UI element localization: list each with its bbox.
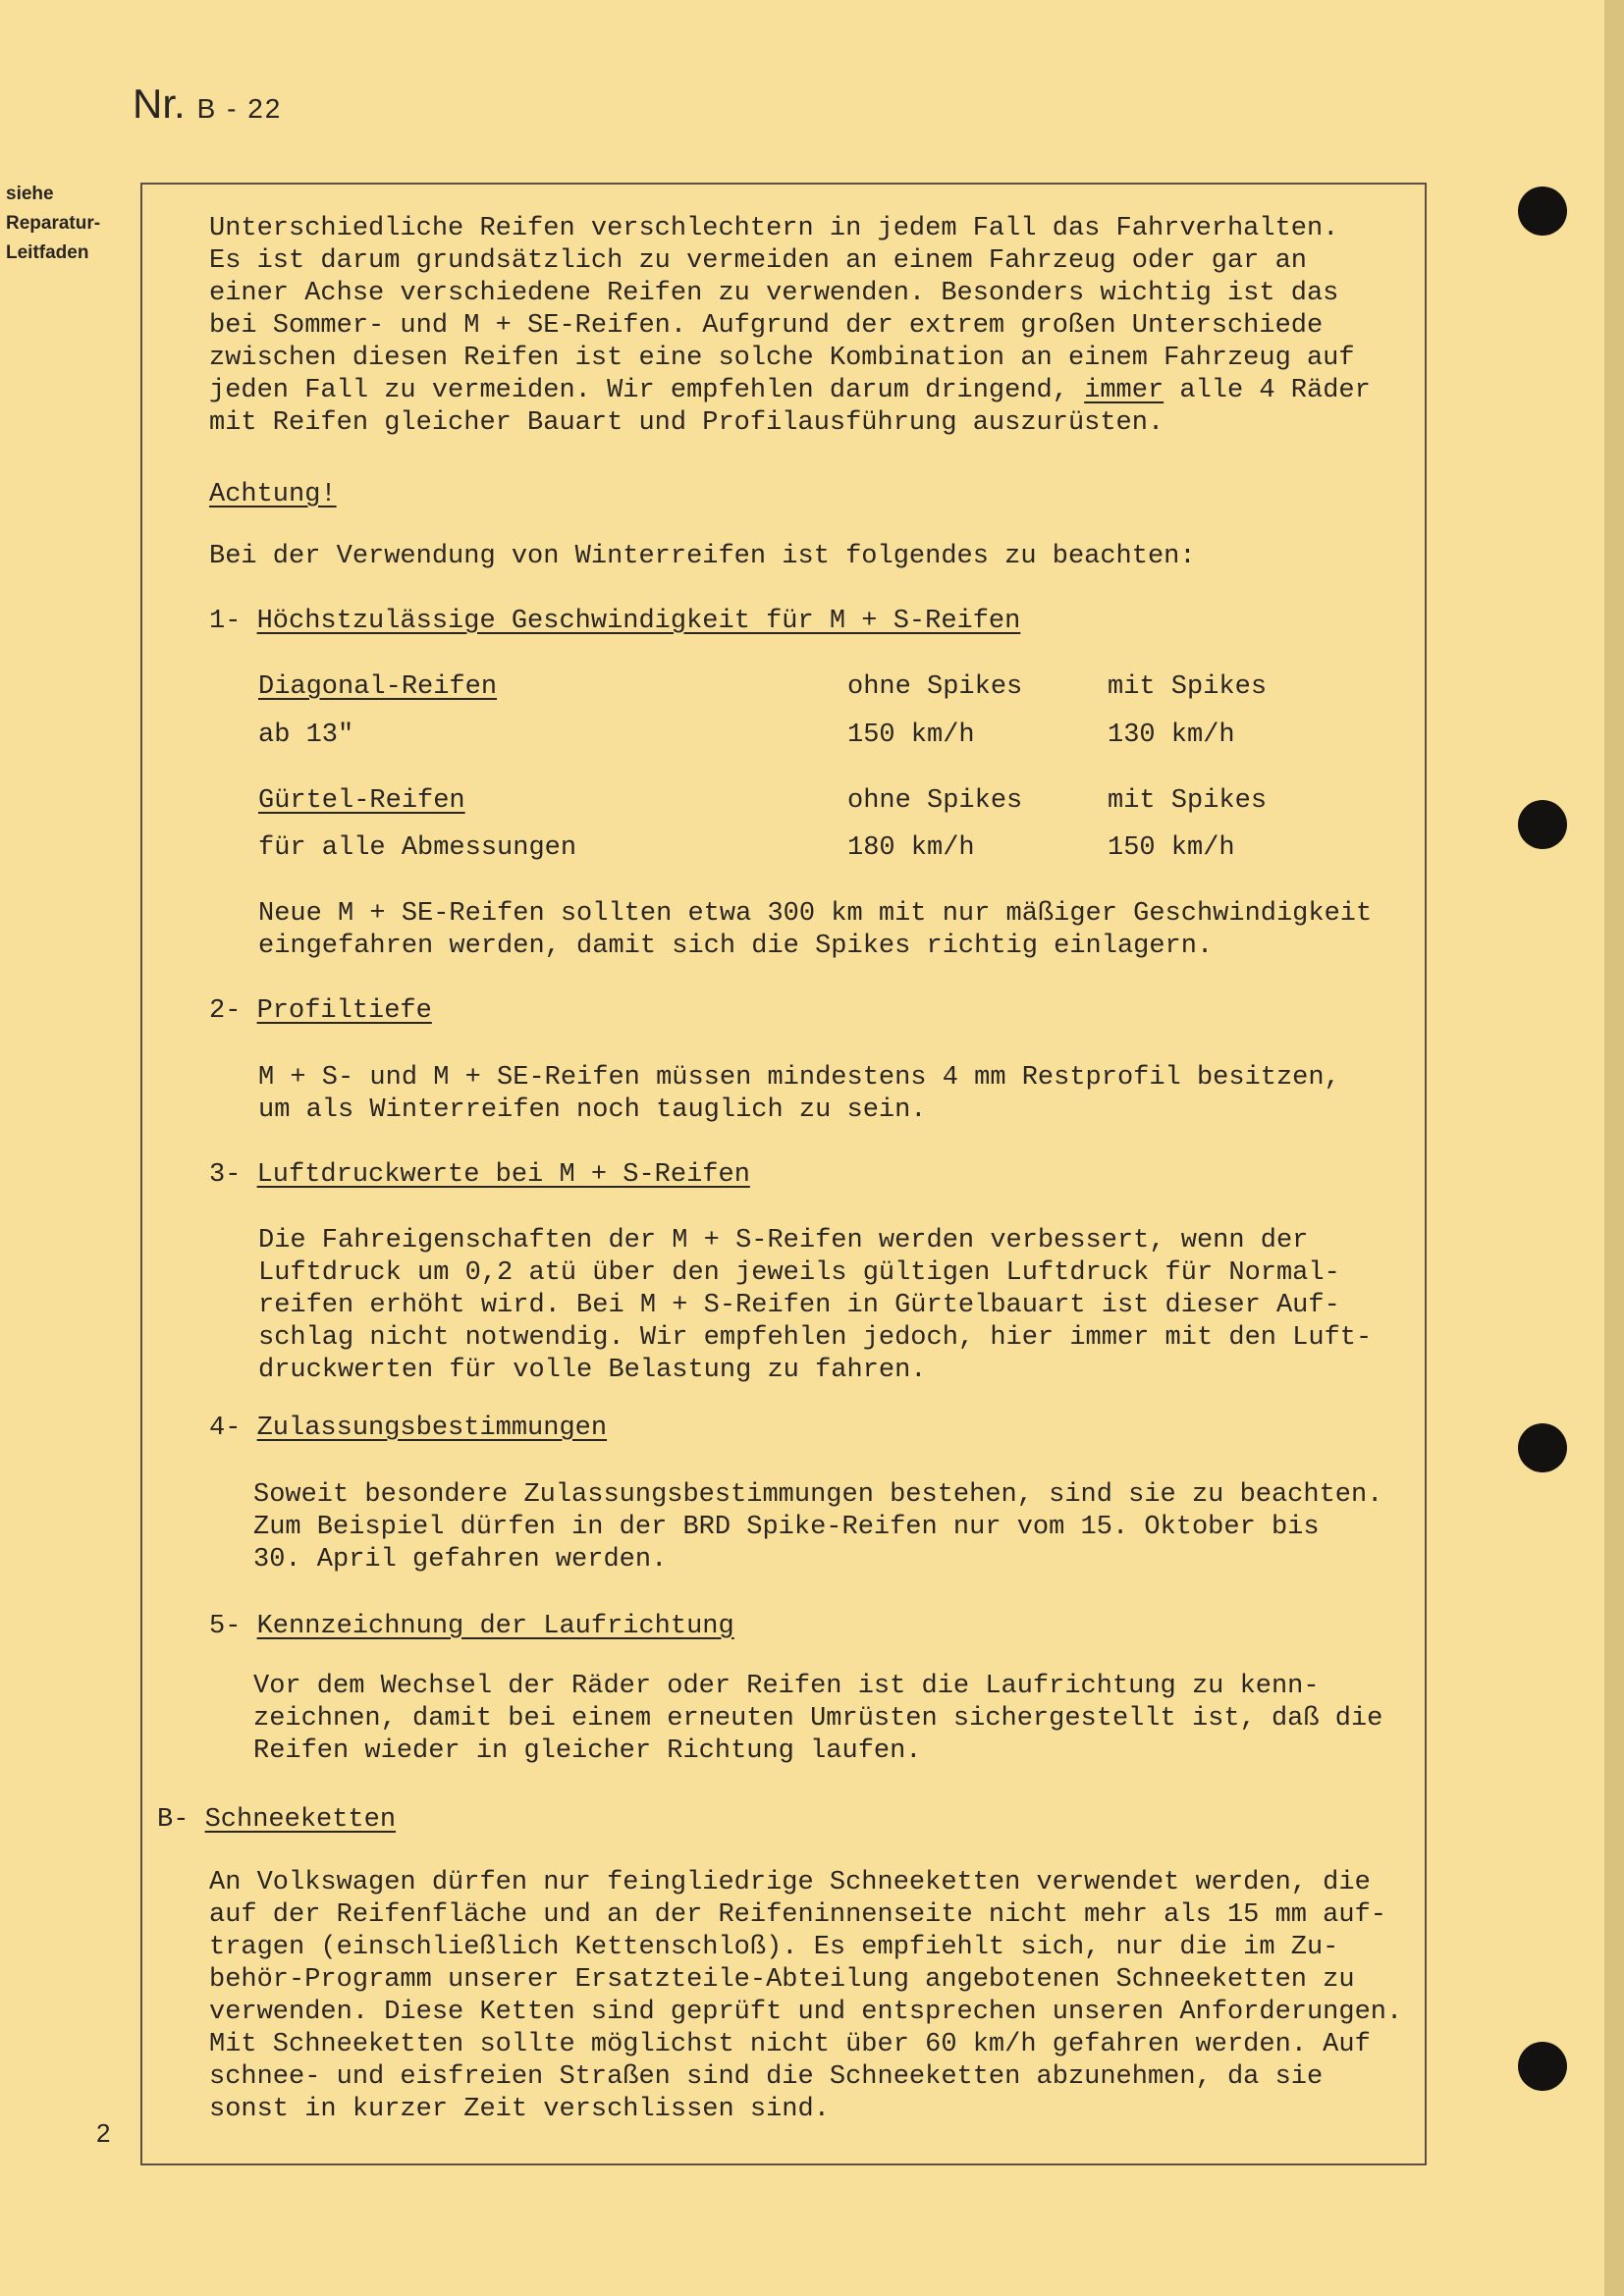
section-body-line: zeichnen, damit bei einem erneuten Umrüsten sichergestellt ist, daß die	[253, 1704, 1383, 1734]
section-body-line: Zum Beispiel dürfen in der BRD Spike-Reifen nur vom 15. Oktober bis	[253, 1513, 1320, 1542]
section-body-line: behör-Programm unserer Ersatzteile-Abteilung angebotenen Schneeketten zu	[209, 1965, 1355, 1995]
section-b-heading	[157, 1804, 396, 1837]
section-body-line: verwenden. Diese Ketten sind geprüft und entsprechen unseren Anforderungen.	[209, 1998, 1403, 2027]
punch-hole	[1518, 2042, 1567, 2091]
section-body-line: Vor dem Wechsel der Räder oder Reifen ist die Laufrichtung zu kenn-	[253, 1672, 1320, 1701]
tire-type: Diagonal-Reifen	[258, 672, 498, 702]
section-title: Kennzeichnung der Laufrichtung	[256, 1612, 734, 1641]
section-body-line: Soweit besondere Zulassungsbestimmungen bestehen, sind sie zu beachten.	[253, 1480, 1383, 1510]
section-body-line: schlag nicht notwendig. Wir empfehlen jedoch, hier immer mit den Luft-	[258, 1323, 1373, 1353]
speed-value: 150 km/h	[847, 721, 975, 750]
section-body-line: auf der Reifenfläche und an der Reifeninnenseite nicht mehr als 15 mm auf-	[209, 1900, 1386, 1930]
row-label: für alle Abmessungen	[258, 833, 577, 863]
section-title: Höchstzulässige Geschwindigkeit für M + S-Reifen	[256, 607, 1021, 636]
section-body-line: M + S- und M + SE-Reifen müssen mindestens 4 mm Restprofil besitzen,	[258, 1063, 1340, 1093]
section-body-line: Mit Schneeketten sollte möglichst nicht über 60 km/h gefahren werden. Auf	[209, 2030, 1371, 2059]
section-body-line: Die Fahreigenschaften der M + S-Reifen werden verbessert, wenn der	[258, 1226, 1309, 1255]
page-edge	[1604, 0, 1624, 2296]
section-1-heading	[209, 606, 1020, 638]
section-body-line: reifen erhöht wird. Bei M + S-Reifen in Gürtelbauart ist dieser Auf-	[258, 1291, 1340, 1320]
section-title: Profiltiefe	[256, 996, 432, 1026]
section-3-heading	[209, 1159, 750, 1192]
section-title: Zulassungsbestimmungen	[256, 1414, 608, 1443]
section-marker: 3-	[209, 1160, 242, 1190]
section-body-line: tragen (einschließlich Kettenschloß). Es empfiehlt sich, nur die im Zu-	[209, 1933, 1339, 1962]
section-body-line: Luftdruck um 0,2 atü über den jeweils gültigen Luftdruck für Normal-	[258, 1258, 1340, 1288]
intro-line: einer Achse verschiedene Reifen zu verwenden. Besonders wichtig ist das	[209, 279, 1339, 308]
doc-number: B - 22	[196, 93, 283, 124]
column-header: mit Spikes	[1108, 672, 1268, 702]
section-title: Schneeketten	[204, 1805, 397, 1835]
section-body-line: druckwerten für volle Belastung zu fahren.	[258, 1356, 927, 1385]
intro-line: Unterschiedliche Reifen verschlechtern in jedem Fall das Fahrverhalten.	[209, 214, 1339, 243]
section-body-line: um als Winterreifen noch tauglich zu sein.	[258, 1095, 927, 1125]
achtung-heading: Achtung!	[209, 480, 337, 509]
section-marker: 1-	[209, 607, 242, 636]
section-marker: B-	[157, 1805, 189, 1835]
side-note-line: siehe	[6, 184, 54, 204]
emphasis-immer: immer	[1084, 376, 1164, 405]
section-body-line: An Volkswagen dürfen nur feingliedrige Schneeketten verwendet werden, die	[209, 1868, 1371, 1897]
row-label: ab 13"	[258, 721, 354, 750]
section-title: Luftdruckwerte bei M + S-Reifen	[256, 1160, 750, 1190]
column-header: ohne Spikes	[847, 672, 1023, 702]
section-body-line: eingefahren werden, damit sich die Spikes richtig einlagern.	[258, 932, 1214, 961]
winter-intro: Bei der Verwendung von Winterreifen ist folgendes zu beachten:	[209, 542, 1196, 571]
tire-type: Gürtel-Reifen	[258, 786, 465, 816]
intro-line: bei Sommer- und M + SE-Reifen. Aufgrund der extrem großen Unterschiede	[209, 311, 1324, 341]
side-note-line: Leitfaden	[6, 242, 89, 263]
intro-line: Es ist darum grundsätzlich zu vermeiden an einem Fahrzeug oder gar an	[209, 246, 1307, 276]
section-body-line: sonst in kurzer Zeit verschlissen sind.	[209, 2095, 830, 2124]
intro-line: mit Reifen gleicher Bauart und Profilausführung auszurüsten.	[209, 408, 1164, 438]
intro-line: zwischen diesen Reifen ist eine solche Kombination an einem Fahrzeug auf	[209, 344, 1355, 373]
document-number	[133, 80, 282, 128]
section-2-heading	[209, 995, 432, 1028]
intro-line-emphasis: jeden Fall zu vermeiden. Wir empfehlen darum dringend, immer alle 4 Räder	[209, 376, 1371, 405]
punch-hole	[1518, 800, 1567, 849]
column-header: mit Spikes	[1108, 786, 1268, 816]
nr-label: Nr.	[133, 80, 186, 127]
punch-hole	[1518, 1423, 1567, 1472]
section-4-heading	[209, 1413, 607, 1445]
speed-value: 130 km/h	[1108, 721, 1235, 750]
side-note-line: Reparatur-	[6, 213, 101, 234]
page-number: 2	[96, 2118, 111, 2148]
section-body-line: Neue M + SE-Reifen sollten etwa 300 km mit nur mäßiger Geschwindigkeit	[258, 899, 1373, 929]
speed-value: 180 km/h	[847, 833, 975, 863]
section-5-heading	[209, 1611, 734, 1643]
punch-hole	[1518, 187, 1567, 236]
section-body-line: 30. April gefahren werden.	[253, 1545, 668, 1575]
section-body-line: Reifen wieder in gleicher Richtung laufen.	[253, 1736, 922, 1766]
side-note	[6, 180, 129, 268]
speed-value: 150 km/h	[1108, 833, 1235, 863]
section-marker: 5-	[209, 1612, 242, 1641]
column-header: ohne Spikes	[847, 786, 1023, 816]
section-body-line: schnee- und eisfreien Straßen sind die Schneeketten abzunehmen, da sie	[209, 2062, 1324, 2092]
section-marker: 4-	[209, 1414, 242, 1443]
section-marker: 2-	[209, 996, 242, 1026]
